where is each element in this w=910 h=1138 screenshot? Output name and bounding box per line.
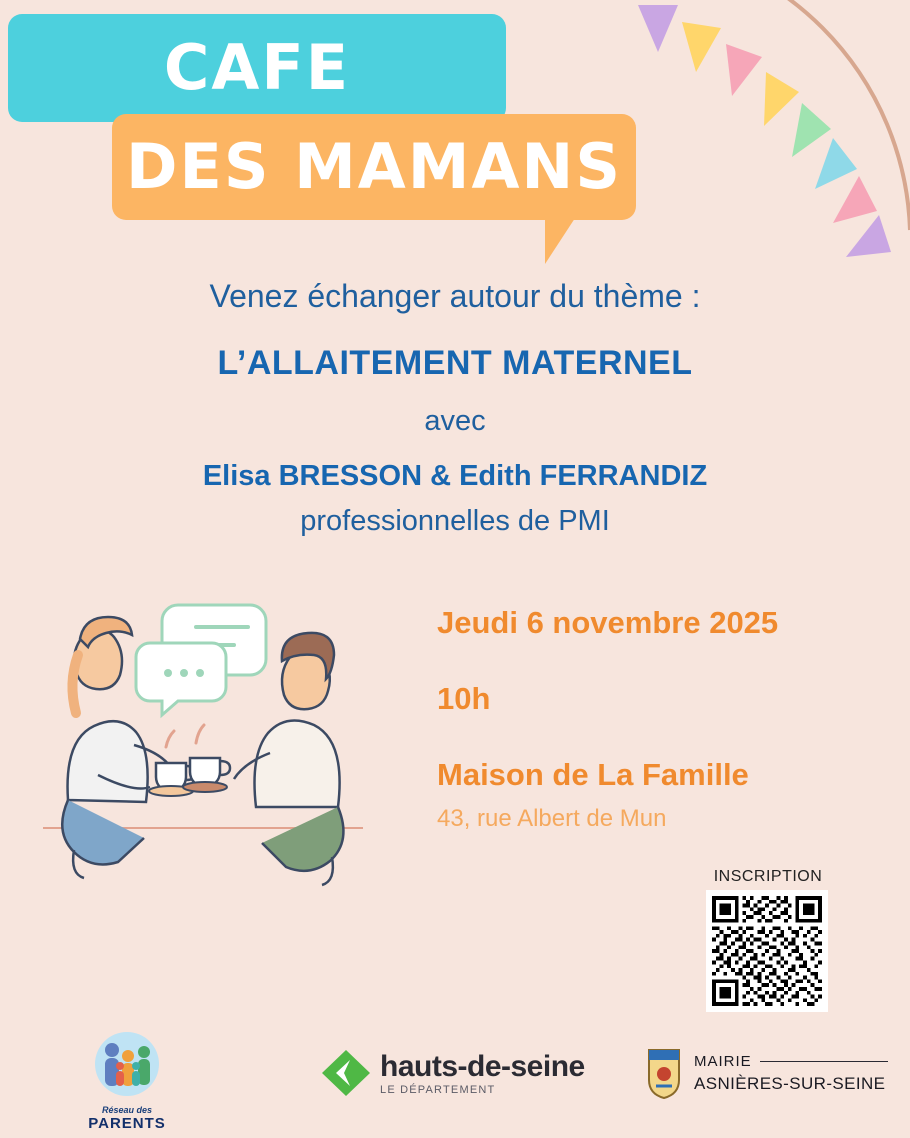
reseau-parents-icon bbox=[72, 1030, 182, 1100]
intro-line: Venez échanger autour du thème : bbox=[209, 278, 701, 314]
illustration-svg bbox=[38, 595, 368, 905]
event-date: Jeudi 6 novembre 2025 bbox=[437, 605, 779, 640]
mairie-line2: ASNIÈRES-SUR-SEINE bbox=[694, 1073, 886, 1093]
reseau-parents-line1: Réseau des bbox=[101, 1105, 153, 1115]
coffee-cups-icon bbox=[149, 725, 230, 796]
footer-logos bbox=[0, 1020, 910, 1130]
speech-bubble-tail bbox=[545, 212, 579, 264]
logo-reseau-des-parents bbox=[72, 1030, 182, 1132]
event-details bbox=[437, 604, 877, 833]
reseau-parents-line2: PARENTS bbox=[88, 1115, 166, 1132]
event-time: 10h bbox=[437, 681, 491, 717]
mairie-rule bbox=[760, 1061, 888, 1062]
speakers-role: professionnelles de PMI bbox=[300, 505, 610, 538]
title-line-1: CAFE bbox=[163, 31, 351, 104]
qr-code-svg bbox=[712, 896, 822, 1006]
title-band-cafe bbox=[8, 14, 506, 122]
qr-code[interactable] bbox=[706, 890, 828, 1012]
logo-mairie-asnieres bbox=[644, 1046, 888, 1100]
illustration-two-women-coffee bbox=[38, 595, 368, 905]
hauts-de-seine-mark-icon bbox=[320, 1048, 372, 1098]
with-label: avec bbox=[424, 405, 486, 438]
theme-title: L’ALLAITEMENT MATERNEL bbox=[217, 344, 693, 383]
title-band-des-mamans bbox=[112, 114, 636, 220]
event-venue: Maison de La Famille bbox=[437, 757, 749, 793]
coat-of-arms-icon bbox=[644, 1046, 684, 1100]
qr-label: INSCRIPTION bbox=[713, 868, 823, 885]
event-address: 43, rue Albert de Mun bbox=[437, 805, 667, 833]
speech-bubbles-icon bbox=[136, 605, 266, 715]
inscription-qr-block[interactable] bbox=[706, 868, 830, 1012]
logo-hauts-de-seine bbox=[320, 1048, 585, 1098]
intro-block bbox=[0, 275, 910, 538]
mairie-line1: MAIRIE bbox=[694, 1052, 752, 1070]
hauts-de-seine-sub: LE DÉPARTEMENT bbox=[380, 1084, 496, 1096]
speakers-names: Elisa BRESSON & Edith FERRANDIZ bbox=[202, 460, 708, 493]
title-line-2: DES MAMANS bbox=[126, 130, 622, 203]
hauts-de-seine-name: hauts-de-seine bbox=[380, 1050, 585, 1083]
